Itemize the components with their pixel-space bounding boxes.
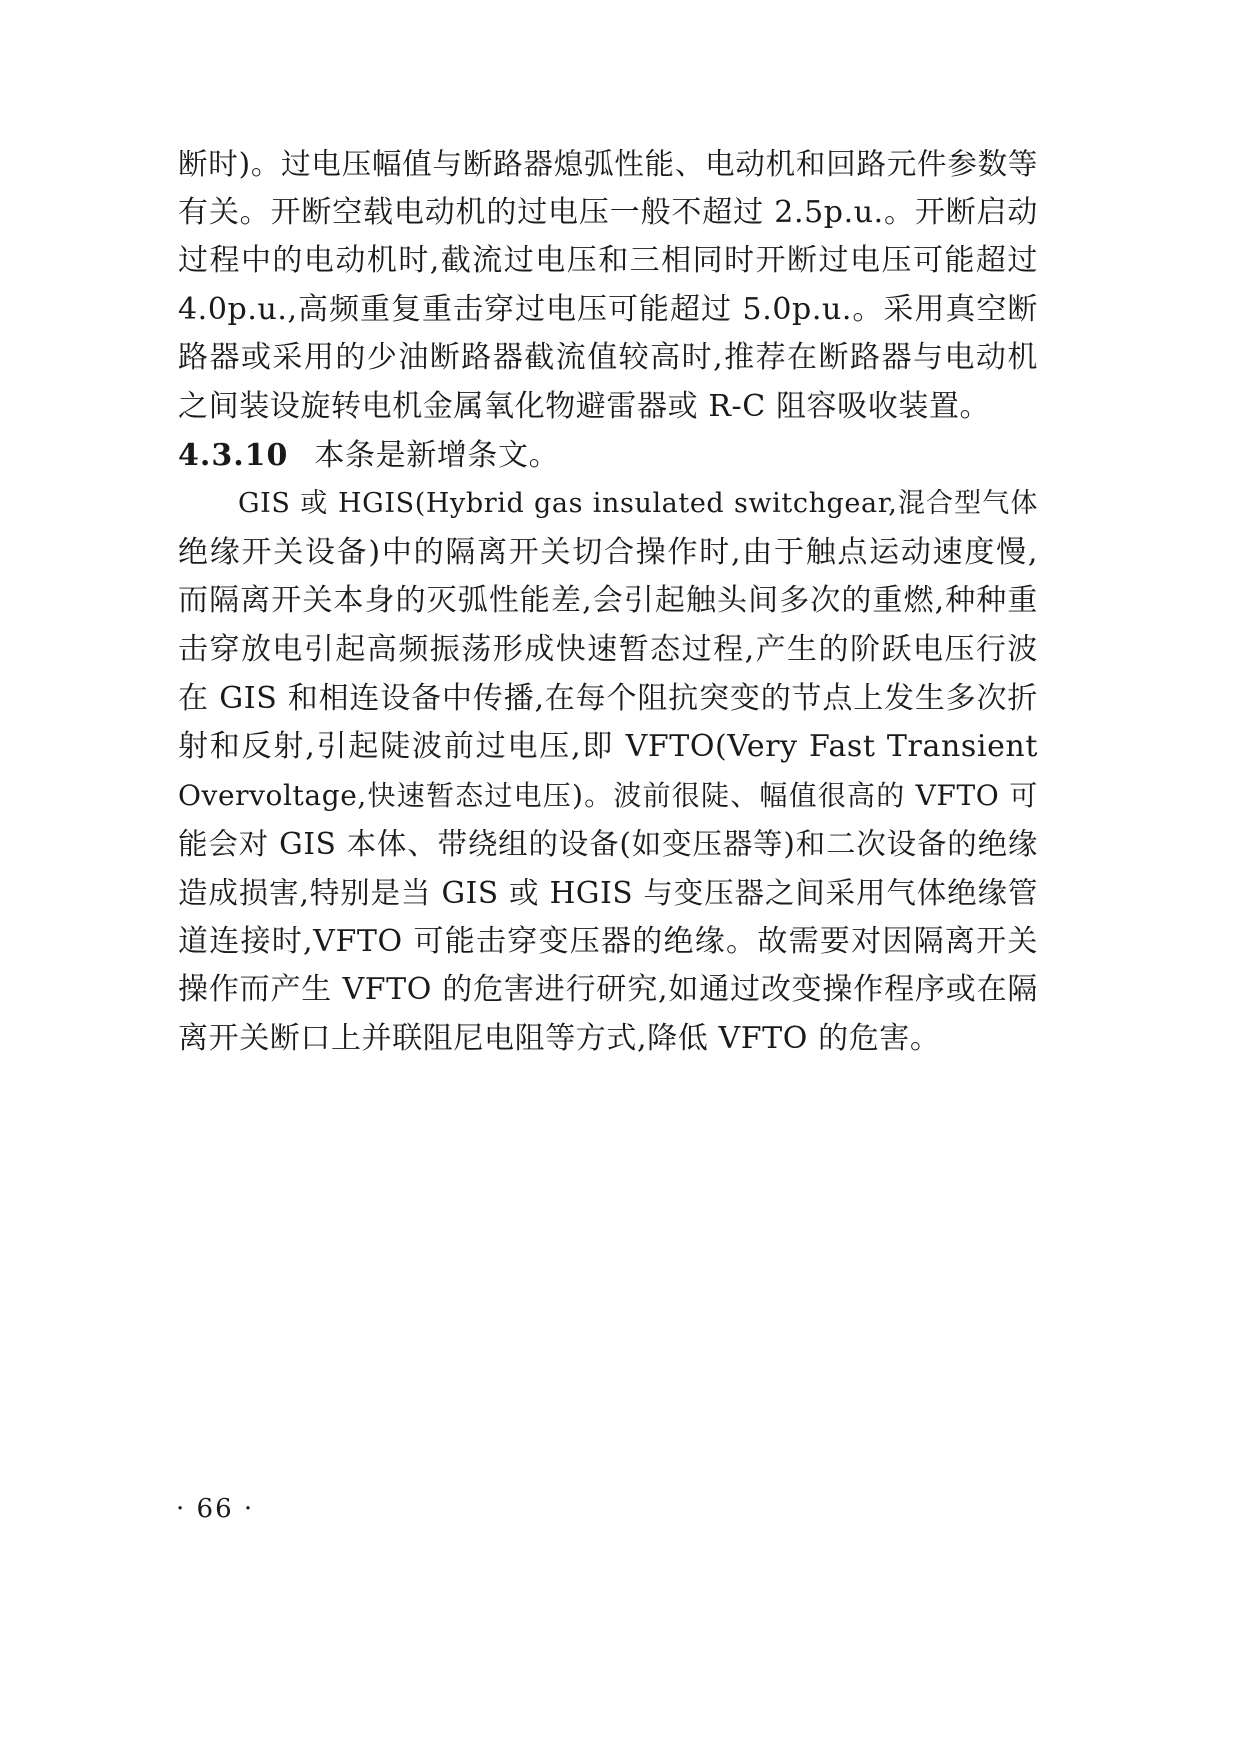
text-line: 路器或采用的少油断路器截流值较高时,推荐在断路器与电动机 [178,340,1038,376]
clause-heading [178,432,1038,481]
text-line: 过程中的电动机时,截流过电压和三相同时开断过电压可能超过 [178,243,1038,279]
text-line: 能会对 GIS 本体、带绕组的设备(如变压器等)和二次设备的绝缘 [178,827,1038,862]
page-number: · 66 · [176,1494,255,1524]
clause-title: 本条是新增条文。 [314,437,560,473]
text-line: 道连接时,VFTO 可能击穿变压器的绝缘。故需要对因隔离开关 [178,923,1038,959]
body-text [178,140,1038,1063]
text-line: 断时)。过电压幅值与断路器熄弧性能、电动机和回路元件参数等 [178,147,1038,181]
clause-number: 4.3.10 [178,437,289,473]
text-line: 4.0p.u.,高频重复重击穿过电压可能超过 5.0p.u.。采用真空断 [178,291,1038,327]
paragraph-continued [178,140,1038,432]
text-line: 射和反射,引起陡波前过电压,即 VFTO(Very Fast Transient [178,729,1038,765]
text-line: 绝缘开关设备)中的隔离开关切合操作时,由于触点运动速度慢, [178,534,1038,570]
paragraph-main [178,480,1038,1063]
text-line: 有关。开断空载电动机的过电压一般不超过 2.5p.u.。开断启动 [178,194,1038,230]
text-line: 击穿放电引起高频振荡形成快速暂态过程,产生的阶跃电压行波 [178,631,1038,667]
text-line: 而隔离开关本身的灭弧性能差,会引起触头间多次的重燃,种种重 [178,583,1038,619]
text-line: GIS 或 HGIS(Hybrid gas insulated switchgear,混合型气体 [238,488,1038,520]
text-line: 离开关断口上并联阻尼电阻等方式,降低 VFTO 的危害。 [178,1020,941,1056]
text-line: Overvoltage,快速暂态过电压)。波前很陡、幅值很高的 VFTO 可 [178,778,1038,812]
text-line: 操作而产生 VFTO 的危害进行研究,如通过改变操作程序或在隔 [178,972,1038,1008]
text-line: 造成损害,特别是当 GIS 或 HGIS 与变压器之间采用气体绝缘管 [178,875,1038,910]
text-line: 在 GIS 和相连设备中传播,在每个阻抗突变的节点上发生多次折 [178,680,1038,716]
text-line: 之间装设旋转电机金属氧化物避雷器或 R-C 阻容吸收装置。 [178,388,991,424]
